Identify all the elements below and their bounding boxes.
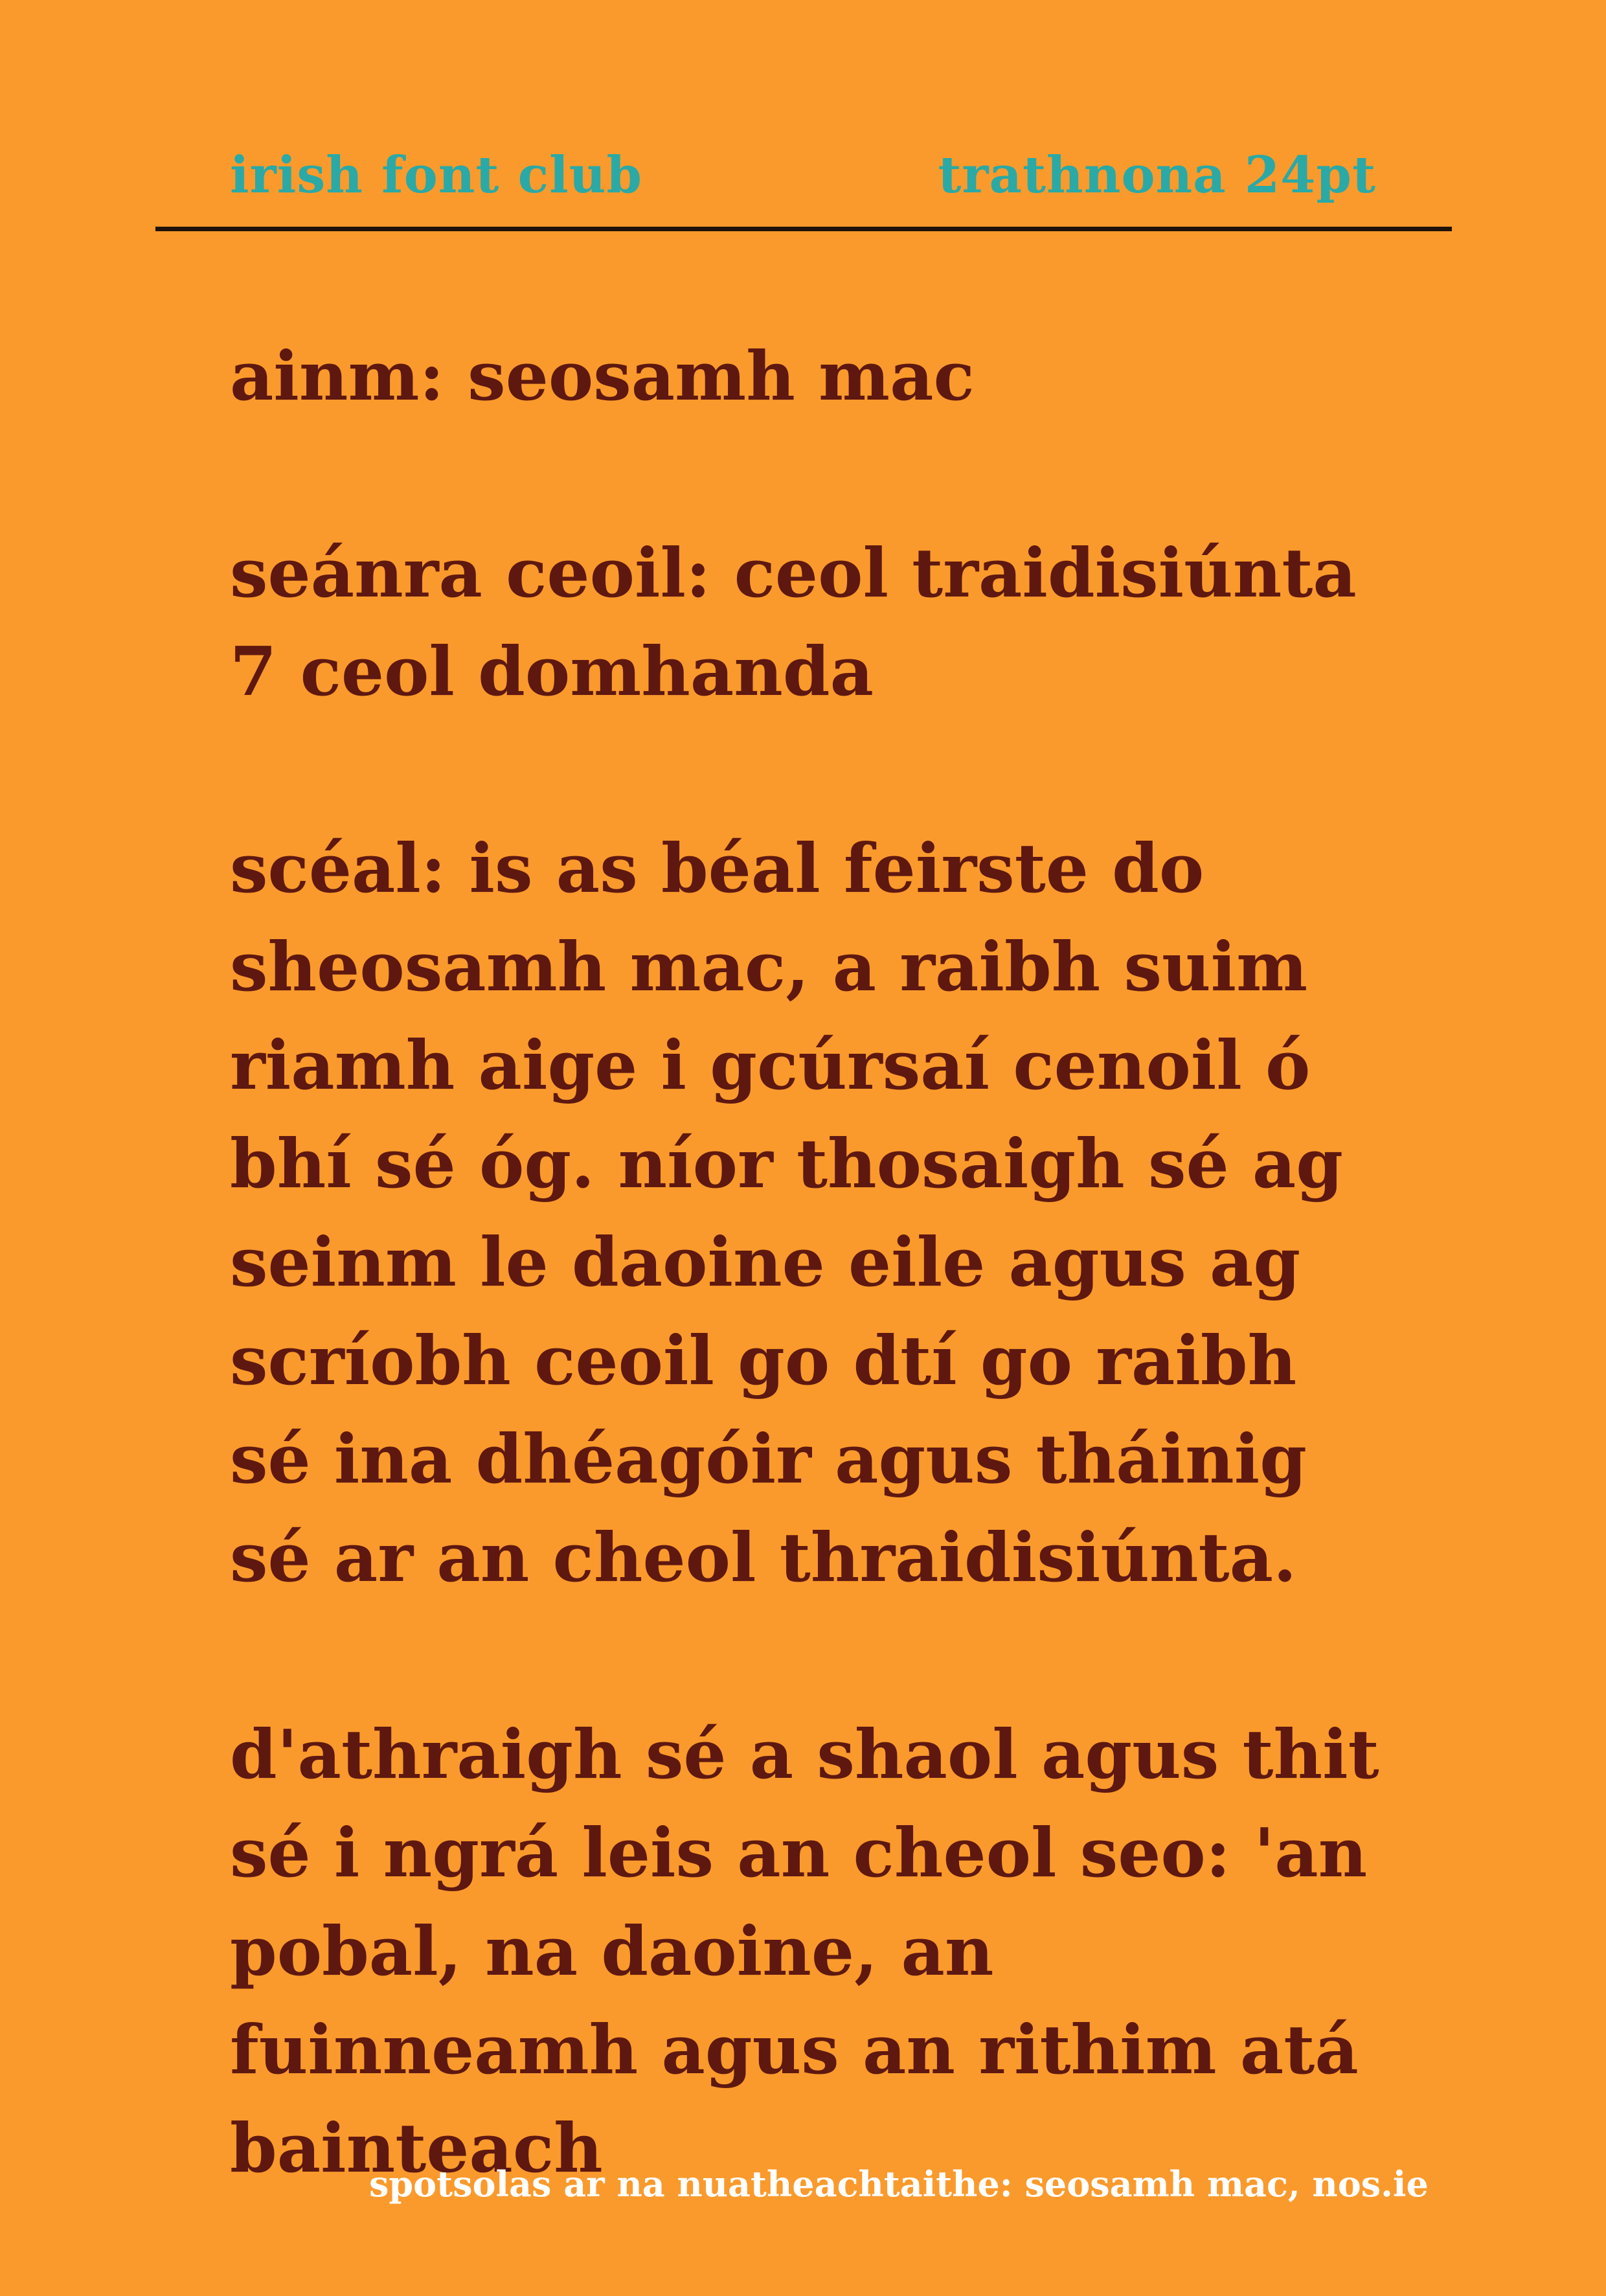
article-body	[230, 327, 1429, 2296]
genre-line: seánra ceoil: ceol traidisiúnta 7 ceol domhanda	[230, 533, 1357, 711]
change-paragraph: d'athraigh sé a shaol agus thit sé i ngrá leis an cheol seo: 'an pobal, na daoine, an fuinneamh agus an rithim atá bainteach	[230, 1714, 1379, 2188]
header-divider	[155, 227, 1452, 231]
header-font-spec: trathnona 24pt	[938, 145, 1376, 205]
story-paragraph: scéal: is as béal feirste do sheosamh mac, a raibh suim riamh aige i gcúrsaí cenoil ó bhí sé óg. níor thosaigh sé ag seinm le daoine eile agus ag scríobh ceoil go dtí go raibh sé ina dhéagóir agus tháinig sé ar an cheol thraidisiúnta.	[230, 828, 1343, 1597]
name-line: ainm: seosamh mac	[230, 336, 975, 416]
footer-credit: spotsolas ar na nuatheachtaithe: seosamh mac, nos.ie	[369, 2163, 1429, 2205]
header	[230, 139, 1376, 210]
header-title: irish font club	[230, 145, 642, 205]
